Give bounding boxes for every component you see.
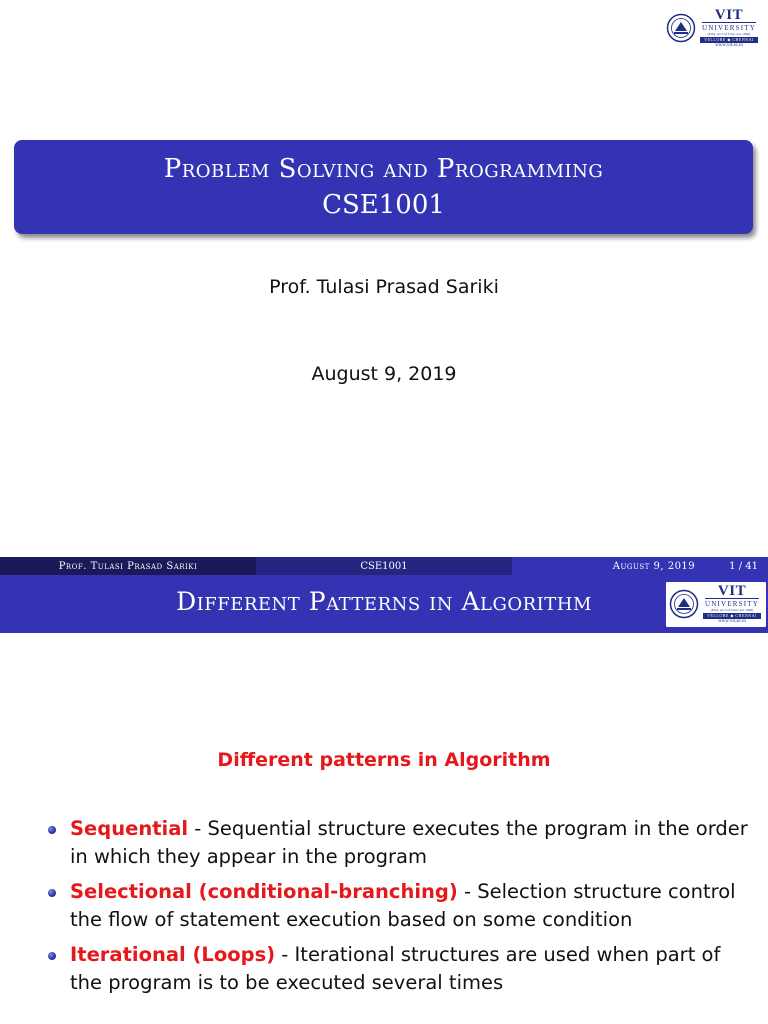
logo-tagline: (Estd. u/s 3 of UGC Act 1956) [710,607,754,612]
bullet-ball-icon [48,826,56,834]
university-seal-icon [666,13,696,43]
logo-tagline: (Estd. u/s 3 of UGC Act 1956) [707,31,751,36]
logo-name: VIT [714,6,744,23]
footer-date: August 9, 2019 [612,560,696,572]
logo-subtitle: UNIVERSITY [702,23,756,32]
university-logo [666,4,762,52]
logo-panel [666,582,766,627]
bullet-term: Iterational (Loops) [70,943,276,966]
bullet-text: - Selection structure control the flow of statement execution based on some condition [70,880,736,931]
title-box [14,140,753,234]
logo-campuses: VELLORE ◆ CHENNAI [703,613,761,619]
bullet-text: - Iterational structures are used when part of the program is to be executed several times [70,943,721,994]
slide-footer [0,557,768,575]
university-seal-icon [669,589,699,619]
presenter-name: Prof. Tulasi Prasad Sariki [269,276,499,298]
logo-url: www.vit.ac.in [718,618,746,624]
university-logo [666,580,762,628]
footer-page-number: 1 / 41 [729,560,758,572]
presentation-date: August 9, 2019 [311,363,457,385]
logo-campuses: VELLORE ◆ CHENNAI [700,37,758,43]
bullet-ball-icon [48,889,56,897]
pattern-list [44,815,750,1004]
bullet-text: - Sequential structure executes the program in the order in which they appear in the program [70,817,748,868]
logo-name: VIT [717,582,747,599]
presentation-title: Problem Solving and Programming [163,154,604,184]
bullet-term: Selectional (conditional-branching) [70,880,458,903]
frame-title: Different Patterns in Algorithm [176,587,592,616]
section-heading: Different patterns in Algorithm [217,749,551,771]
logo-url: www.vit.ac.in [715,42,743,48]
list-item [44,941,750,997]
footer-author: Prof. Tulasi Prasad Sariki [0,557,256,575]
bullet-term: Sequential [70,817,189,840]
content-slide [0,557,768,1024]
list-item [44,878,750,934]
course-code: CSE1001 [322,190,445,220]
footer-course: CSE1001 [256,557,512,575]
bullet-ball-icon [48,952,56,960]
footer-right [512,557,768,575]
logo-subtitle: UNIVERSITY [705,599,759,608]
list-item [44,815,750,871]
frame-title-bar [0,575,768,633]
